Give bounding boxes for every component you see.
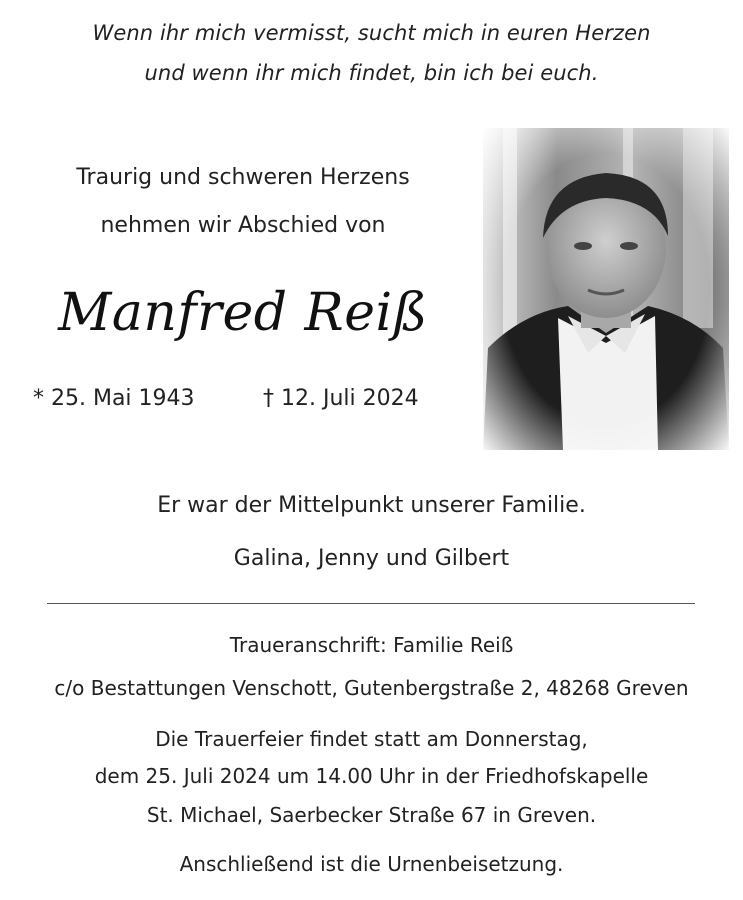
portrait-photo — [483, 128, 729, 450]
ceremony-line-4: Anschließend ist die Urnenbeisetzung. — [179, 852, 564, 876]
ceremony-line-2: dem 25. Juli 2024 um 14.00 Uhr in der Friedhofskapelle — [94, 764, 649, 788]
mourners-line: Galina, Jenny und Gilbert — [233, 546, 510, 571]
address-line-1: Traueranschrift: Familie Reiß — [229, 633, 514, 657]
motto-line-1: Wenn ihr mich vermisst, sucht mich in euren Herzen — [92, 21, 651, 45]
birth-date: * 25. Mai 1943 — [33, 386, 195, 411]
ceremony-line-1: Die Trauerfeier findet statt am Donnerstag, — [155, 727, 588, 751]
ceremony-line-3: St. Michael, Saerbecker Straße 67 in Greven. — [146, 803, 597, 827]
motto-line-2: und wenn ihr mich findet, bin ich bei euch. — [144, 61, 599, 85]
tribute-line: Er war der Mittelpunkt unserer Familie. — [157, 493, 586, 518]
death-date: † 12. Juli 2024 — [263, 386, 419, 411]
portrait-image — [483, 128, 729, 450]
deceased-name: Manfred Reiß — [58, 283, 428, 343]
intro-line-2: nehmen wir Abschied von — [100, 213, 386, 238]
divider — [47, 603, 695, 604]
address-line-2: c/o Bestattungen Venschott, Gutenbergstraße 2, 48268 Greven — [54, 676, 689, 700]
intro-line-1: Traurig und schweren Herzens — [76, 165, 410, 190]
